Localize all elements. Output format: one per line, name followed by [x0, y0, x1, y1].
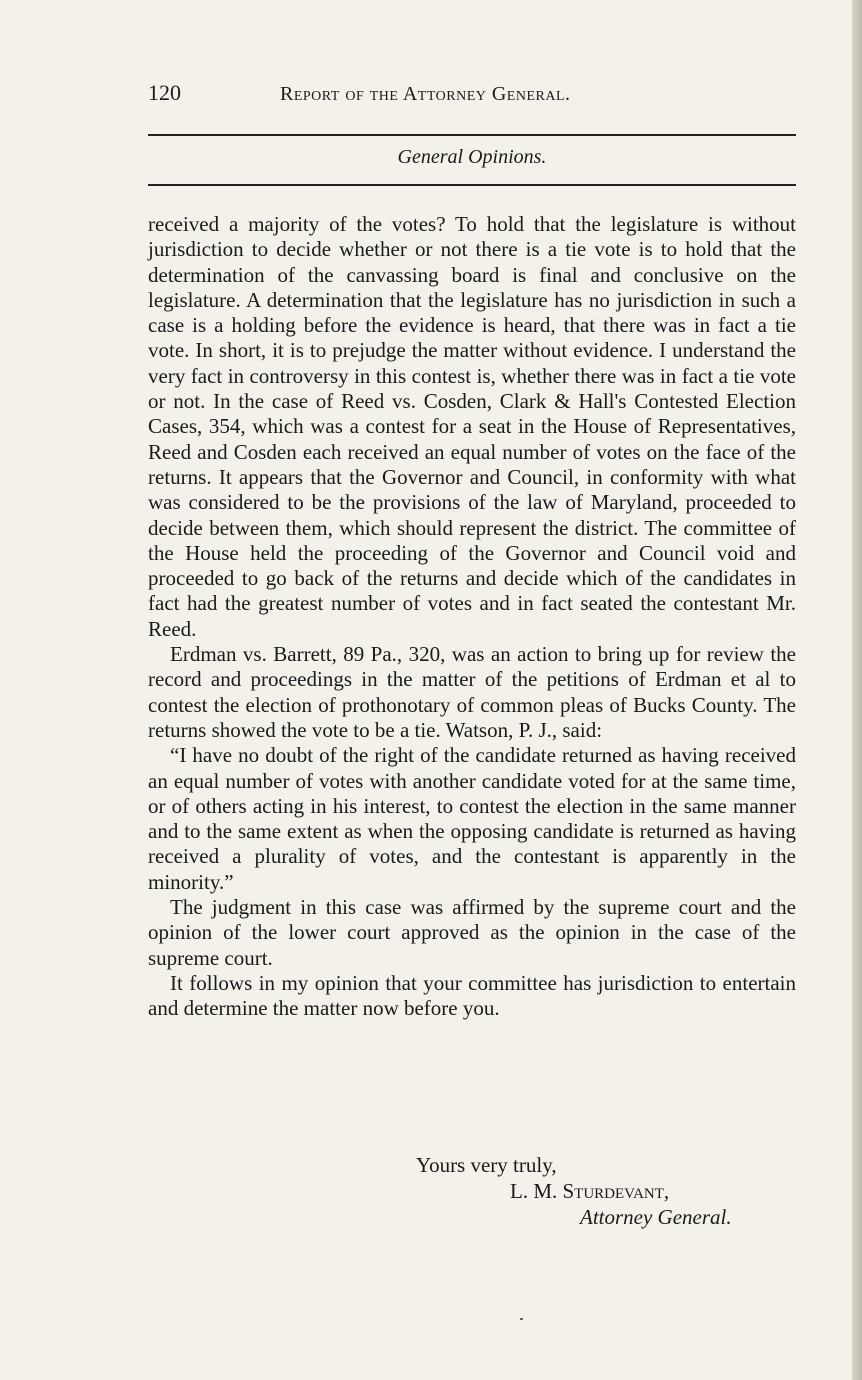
paragraph-continued: received a majority of the votes? To hold that the legislature is without jurisdiction to decide whether or not there is a tie vote is to hold that the determination of the canvassing board is final and conclusive on the legislature. A determination that the legislature has no jurisdiction in such a case is a holding before the evidence is heard, that there was in fact a tie vote. In short, it is to prejudge the matter without evidence. I understand the very fact in controversy in this contest is, whether there was in fact a tie vote or not. In the case of Reed vs. Cosden, Clark & Hall's Contested Election Cases, 354, which was a contest for a seat in the House of Representatives, Reed and Cosden each received an equal number of votes on the face of the returns. It appears that the Governor and Council, in conformity with what was considered to be the provisions of the law of Maryland, proceeded to decide between them, which should represent the district. The committee of the House held the proceeding of the Governor and Council void and proceeded to go back of the returns and decide which of the candidates in fact had the greatest number of votes and in fact seated the contestant Mr. Reed.	[148, 212, 796, 641]
body-text	[148, 212, 796, 1022]
signature-block	[148, 1152, 796, 1230]
paragraph-conclusion: It follows in my opinion that your committee has jurisdiction to entertain and determine the matter now before you.	[148, 970, 796, 1021]
closing-line: Yours very truly,	[416, 1153, 557, 1177]
page-header	[148, 80, 798, 110]
page-edge	[852, 0, 862, 1380]
paragraph-erdman: Erdman vs. Barrett, 89 Pa., 320, was an action to bring up for review the record and proceedings in the matter of the petitions of Erdman et al to contest the election of prothonotary of common pleas of Bucks County. The returns showed the vote to be a tie. Watson, P. J., said:	[148, 642, 796, 742]
running-head: Report of the Attorney General.	[280, 83, 571, 105]
print-speck	[520, 1318, 523, 1320]
paragraph-judgment: The judgment in this case was affirmed by the supreme court and the opinion of the lower court approved as the opinion in the case of the supreme court.	[148, 895, 796, 970]
page-number: 120	[148, 80, 181, 105]
paragraph-quotation: “I have no doubt of the right of the candidate returned as having received an equal number of votes with another candidate voted for at the same time, or of others acting in his interest, to contest the election in the same manner and to the same extent as when the opposing candidate is returned as having received a plurality of votes, and the contestant is apparently in the minority.”	[148, 743, 796, 894]
header-rule-top	[148, 134, 796, 136]
section-heading: General Opinions.	[397, 146, 547, 168]
header-rule-bottom	[148, 184, 796, 186]
signatory-name-text: L. M. Sturdevant,	[510, 1179, 670, 1203]
signatory-title: Attorney General.	[580, 1205, 732, 1229]
signatory-name	[148, 1178, 796, 1204]
